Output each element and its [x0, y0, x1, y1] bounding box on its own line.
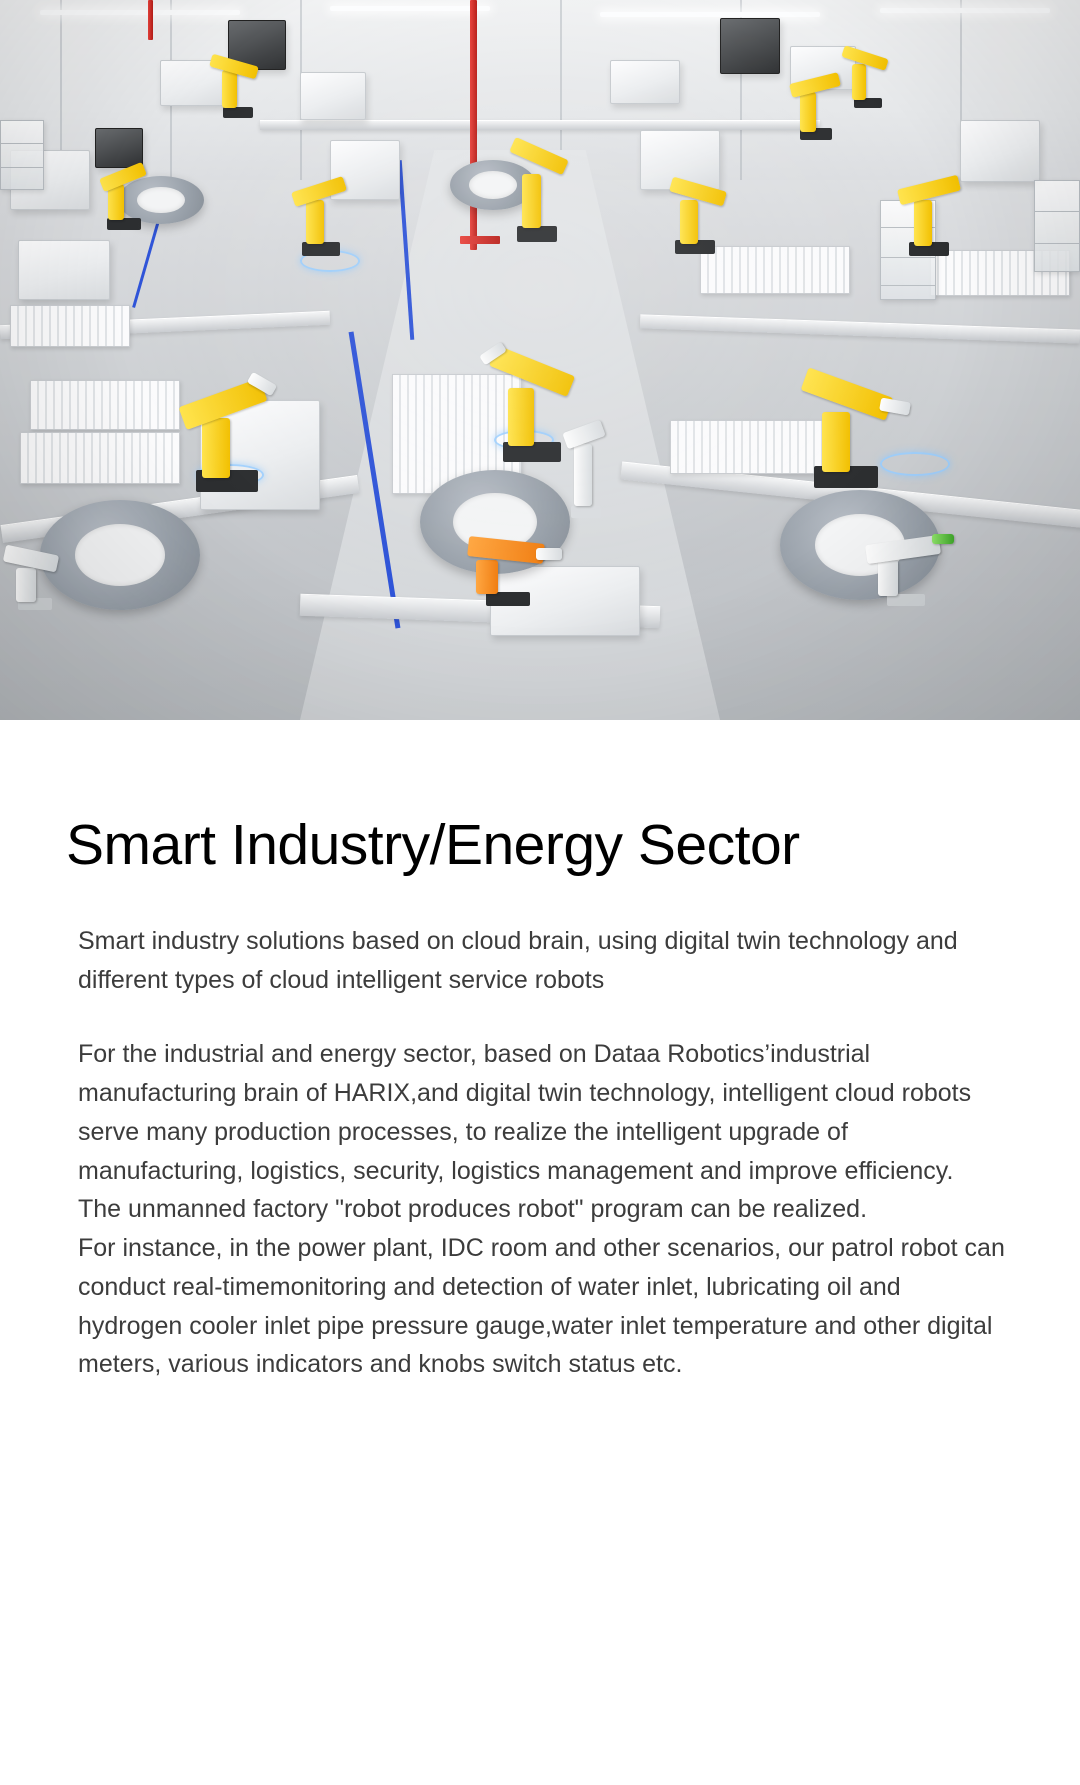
ceiling-light	[40, 10, 240, 15]
robot-arm-white	[0, 540, 70, 610]
robot-arm	[172, 372, 282, 492]
robot-segment	[822, 412, 850, 472]
workbench	[18, 240, 110, 300]
workbench	[300, 72, 366, 120]
article-paragraph: The unmanned factory "robot produces robot" program can be realized.	[78, 1195, 868, 1224]
component-tray	[20, 432, 180, 484]
robot-base	[223, 107, 253, 118]
robot-segment	[680, 200, 698, 244]
robot-segment	[669, 177, 727, 207]
robot-segment	[306, 200, 324, 244]
robot-segment	[202, 418, 230, 478]
robot-arm	[892, 168, 966, 256]
article-lead-paragraph: Smart industry solutions based on cloud brain, using digital twin technology and different types of cloud intelligent service robots	[78, 926, 958, 994]
robot-segment	[852, 64, 866, 100]
component-tray	[30, 380, 180, 430]
robot-segment	[865, 535, 941, 564]
robot-arm	[290, 170, 352, 256]
robot-segment	[222, 70, 237, 108]
robot-base	[302, 242, 340, 256]
robot-arm	[504, 132, 570, 242]
robot-base	[571, 506, 601, 518]
robot-arm	[786, 66, 846, 140]
robot-segment	[800, 92, 816, 132]
ceiling-light	[600, 12, 820, 17]
robot-base	[517, 226, 557, 242]
robot-arm	[840, 44, 896, 108]
robot-arm	[96, 160, 152, 230]
robot-gripper	[932, 534, 954, 544]
ceiling-light	[330, 6, 490, 11]
control-cabinet	[720, 18, 780, 74]
overhead-rail	[260, 120, 820, 130]
robot-segment	[522, 174, 541, 228]
red-safety-post	[148, 0, 153, 40]
red-safety-post	[470, 0, 477, 250]
article-paragraph: For instance, in the power plant, IDC room and other scenarios, our patrol robot can conduct real-timemonitoring and detection of water inlet, lubricating oil and hydrogen cooler inlet pipe pressure gauge,water inlet temperature and other digital meters, various indicators and knobs switch status etc.	[78, 1234, 1005, 1379]
robot-segment	[16, 568, 36, 602]
robot-segment	[914, 200, 932, 246]
article-paragraph: For the industrial and energy sector, based on Dataa Robotics’industrial manufacturing brain of HARIX,and digital twin technology, intelligent cloud robots serve many production processes, to realize the intelligent upgrade of manufacturing, logistics, security, logistics management and improve efficiency.	[78, 1040, 972, 1185]
robot-segment	[574, 444, 592, 506]
robot-arm	[790, 366, 902, 488]
conveyor-rail	[640, 314, 1080, 343]
robot-base	[486, 592, 530, 606]
robot-segment	[508, 388, 534, 446]
collaborative-robot-arm	[556, 408, 616, 518]
article-body	[0, 999, 1080, 1384]
robot-segment	[878, 560, 898, 596]
robot-arm	[208, 48, 268, 118]
ceiling-light	[880, 8, 1050, 13]
page-title: Smart Industry/Energy Sector	[66, 813, 800, 877]
workbench	[960, 120, 1040, 182]
robot-arm-white	[856, 530, 956, 606]
storage-shelf	[1034, 180, 1080, 272]
robot-arm-orange	[452, 526, 564, 606]
article-content	[0, 720, 1080, 1384]
robot-segment	[509, 137, 568, 175]
red-safety-post-foot	[460, 236, 500, 244]
robot-gripper	[536, 548, 562, 560]
workbench	[610, 60, 680, 104]
hero-image-smart-factory	[0, 0, 1080, 720]
factory-scene	[0, 0, 1080, 720]
robot-segment	[476, 560, 498, 594]
component-tray	[10, 305, 130, 347]
storage-shelf	[0, 120, 44, 190]
robot-arm	[660, 170, 730, 254]
